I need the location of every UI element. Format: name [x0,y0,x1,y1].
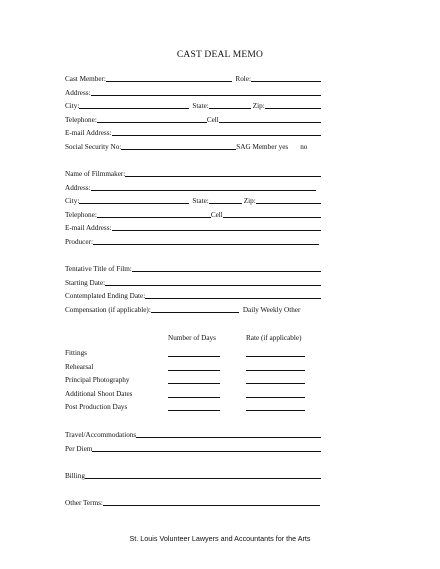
cast-member-row [65,72,321,83]
filmmaker-name-label: Name of Filmmaker: [65,170,126,178]
filmmaker-city-row [65,194,321,205]
role-label: Role: [235,75,251,83]
film-title-label: Tentative Title of Film: [65,265,132,273]
filmmaker-telephone-label: Telephone: [65,211,97,219]
compensation-options: Daily Weekly Other [242,306,301,314]
rate-field[interactable] [246,376,305,384]
cast-member-label: Cast Member: [65,75,106,83]
filmmaker-cell-label: Cell [210,211,223,219]
days-field[interactable] [168,403,220,411]
film-title-row [65,262,321,273]
cast-telephone-label: Telephone: [65,116,97,124]
producer-label: Producer: [65,238,93,246]
cast-zip-label: Zip: [252,102,265,110]
cast-ssn-field[interactable] [121,142,236,150]
compensation-row [65,303,321,314]
filmmaker-zip-field[interactable] [256,196,321,204]
billing-row [65,469,321,480]
film-title-field[interactable] [132,264,321,272]
cast-cell-field[interactable] [219,115,321,123]
footer-organization: St. Louis Volunteer Lawyers and Accountants for the Arts [129,534,311,543]
days-field[interactable] [168,363,220,371]
filmmaker-state-field[interactable] [209,196,242,204]
start-date-row [65,276,321,287]
schedule-label: Principal Photography [65,376,130,384]
rate-field[interactable] [246,363,305,371]
rate-field[interactable] [246,403,305,411]
days-field[interactable] [168,349,220,357]
sag-member-label: SAG Member yes [236,143,289,151]
sag-no-label: no [300,143,308,151]
cast-address-row [65,86,321,97]
start-date-field[interactable] [105,278,321,286]
cast-email-label: E-mail Address: [65,129,112,137]
cast-telephone-row [65,113,321,124]
filmmaker-email-field[interactable] [112,223,321,231]
cast-city-label: City: [65,102,80,110]
page-title: CAST DEAL MEMO [176,50,264,60]
schedule-row-principal-photography [65,374,325,385]
cast-state-field[interactable] [209,101,251,109]
schedule-label: Post Production Days [65,403,128,411]
other-terms-row [65,496,320,507]
other-terms-label: Other Terms: [65,499,103,507]
travel-field[interactable] [136,430,321,438]
cast-state-label: State: [192,102,209,110]
rate-field[interactable] [246,349,305,357]
schedule-label: Additional Shoot Dates [65,390,133,398]
start-date-label: Starting Date: [65,279,106,287]
cast-member-field[interactable] [106,74,233,82]
rate-field[interactable] [246,390,305,398]
filmmaker-city-field[interactable] [79,196,189,204]
cast-address-label: Address: [65,89,91,97]
cast-city-field[interactable] [79,101,189,109]
schedule-label: Rehearsal [65,363,94,371]
billing-label: Billing [65,472,85,480]
cast-email-row [65,126,321,137]
cast-ssn-label: Social Security No: [65,143,122,151]
per-diem-field[interactable] [92,444,321,452]
end-date-field[interactable] [145,291,321,299]
filmmaker-state-label: State: [192,197,209,205]
producer-row [65,235,319,246]
schedule-label: Fittings [65,349,87,357]
cast-zip-field[interactable] [265,101,321,109]
filmmaker-email-row [65,221,321,232]
schedule-row-fittings [65,347,325,358]
cast-address-field[interactable] [91,88,321,96]
filmmaker-name-row [65,167,321,178]
filmmaker-name-field[interactable] [125,169,321,177]
schedule-row-post-production-days [65,401,325,412]
filmmaker-cell-field[interactable] [223,210,321,218]
cast-telephone-field[interactable] [97,115,207,123]
travel-row [65,428,321,439]
cast-cell-label: Cell [206,116,219,124]
billing-field[interactable] [85,471,321,479]
travel-label: Travel/Accommodations [65,431,137,439]
filmmaker-zip-label: Zip: [243,197,256,205]
filmmaker-address-label: Address: [65,184,91,192]
cast-city-row [65,99,321,110]
schedule-row-additional-shoot-dates [65,388,325,399]
other-terms-field[interactable] [103,498,320,506]
filmmaker-telephone-field[interactable] [97,210,211,218]
compensation-label: Compensation (if applicable): [65,306,151,314]
per-diem-label: Per Diem [65,445,93,453]
filmmaker-email-label: E-mail Address: [65,224,112,232]
cast-ssn-row [65,140,321,151]
column-number-of-days: Number of Days [168,334,216,342]
schedule-row-rehearsal [65,361,325,372]
column-rate: Rate (if applicable) [246,334,302,342]
filmmaker-telephone-row [65,208,321,219]
end-date-label: Contemplated Ending Date: [65,292,146,300]
days-field[interactable] [168,376,220,384]
role-field[interactable] [251,74,321,82]
cast-email-field[interactable] [112,128,321,136]
compensation-field[interactable] [151,305,239,313]
days-field[interactable] [168,390,220,398]
producer-field[interactable] [93,237,319,245]
filmmaker-city-label: City: [65,197,80,205]
filmmaker-address-field[interactable] [91,183,316,191]
end-date-row [65,289,321,300]
per-diem-row [65,442,321,453]
filmmaker-address-row [65,181,316,192]
